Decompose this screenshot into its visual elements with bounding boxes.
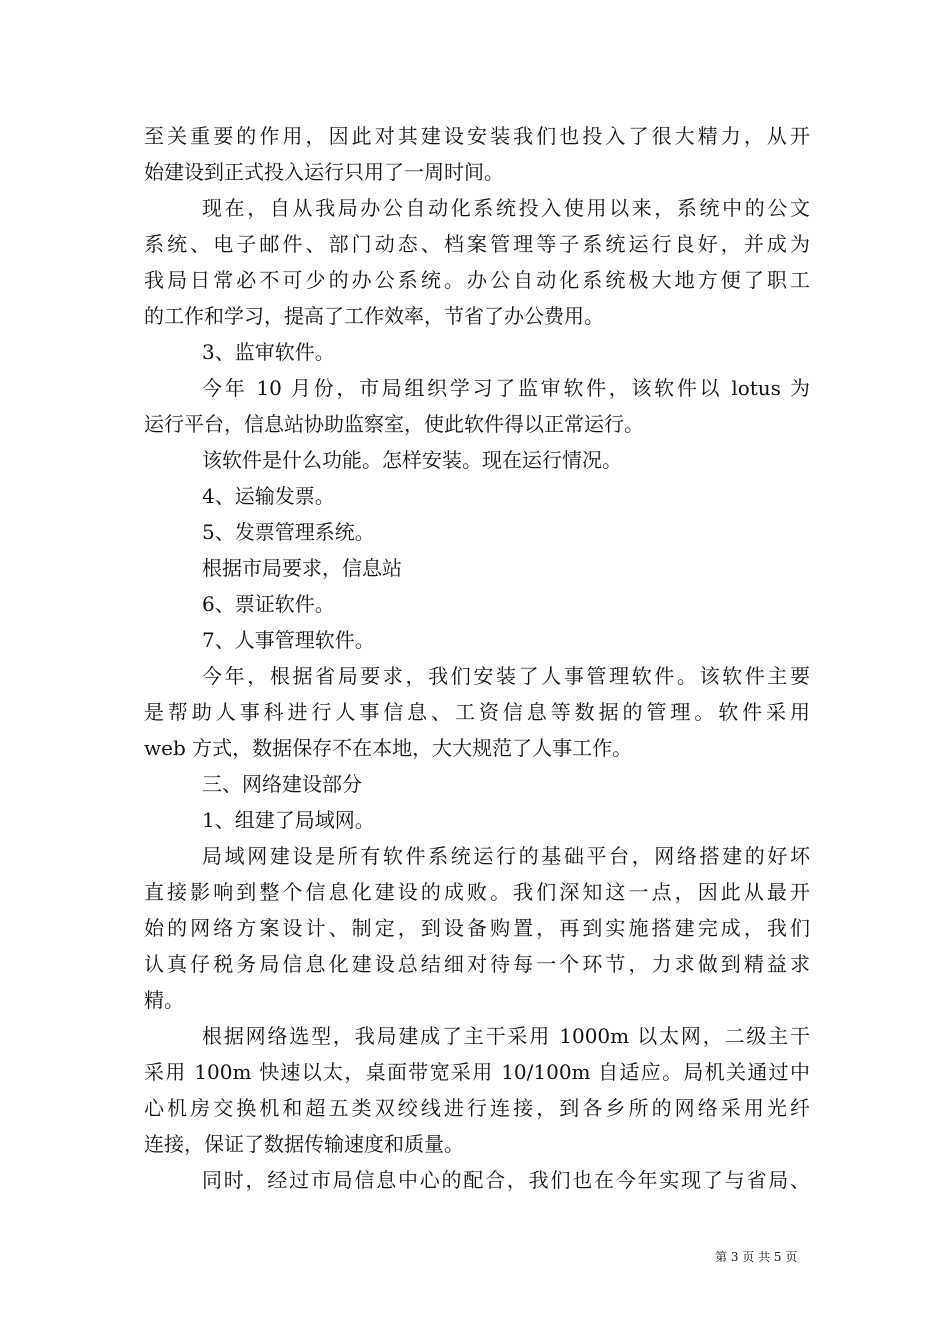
body-text xyxy=(144,118,810,1198)
text-line: 3、监审软件。 xyxy=(202,340,335,364)
text-line: 的工作和学习，提高了工作效率，节省了办公费用。 xyxy=(144,304,604,328)
text-line: 6、票证软件。 xyxy=(202,592,335,616)
page-number: 第 3 页 共 5 页 xyxy=(715,1250,798,1264)
section-heading: 三、网络建设部分 xyxy=(202,772,362,796)
text-line: 是帮助人事科进行人事信息、工资信息等数据的管理。软件采用 xyxy=(144,700,810,724)
text-line: 根据市局要求，信息站 xyxy=(202,556,402,580)
text-line: 认真仔税务局信息化建设总结细对待每一个环节，力求做到精益求 xyxy=(144,952,810,976)
text-line: 局域网建设是所有软件系统运行的基础平台，网络搭建的好坏 xyxy=(202,844,810,868)
text-line: 直接影响到整个信息化建设的成败。我们深知这一点，因此从最开 xyxy=(144,880,810,904)
text-line: 今年，根据省局要求，我们安装了人事管理软件。该软件主要 xyxy=(202,664,810,688)
text-line: 采用 100m 快速以太，桌面带宽采用 10/100m 自适应。局机关通过中 xyxy=(144,1060,810,1084)
text-line: 今年 10 月份，市局组织学习了监审软件，该软件以 lotus 为 xyxy=(202,376,810,400)
text-line: 始的网络方案设计、制定，到设备购置，再到实施搭建完成，我们 xyxy=(144,916,810,940)
text-line: 1、组建了局域网。 xyxy=(202,808,375,832)
text-line: 7、人事管理软件。 xyxy=(202,628,375,652)
text-line: 该软件是什么功能。怎样安装。现在运行情况。 xyxy=(202,448,622,472)
text-line: 4、运输发票。 xyxy=(202,484,335,508)
text-line: 至关重要的作用，因此对其建设安装我们也投入了很大精力，从开 xyxy=(144,124,810,148)
text-line: 心机房交换机和超五类双绞线进行连接，到各乡所的网络采用光纤 xyxy=(144,1096,810,1120)
text-line: 同时，经过市局信息中心的配合，我们也在今年实现了与省局、 xyxy=(202,1168,810,1192)
text-line: 根据网络选型，我局建成了主干采用 1000m 以太网，二级主干 xyxy=(202,1024,810,1048)
text-line: 系统、电子邮件、部门动态、档案管理等子系统运行良好，并成为 xyxy=(144,232,810,256)
text-line: 始建设到正式投入运行只用了一周时间。 xyxy=(144,160,504,184)
text-line: 我局日常必不可少的办公系统。办公自动化系统极大地方便了职工 xyxy=(144,268,810,292)
text-line: 现在，自从我局办公自动化系统投入使用以来，系统中的公文 xyxy=(202,196,810,220)
text-line: 连接，保证了数据传输速度和质量。 xyxy=(144,1132,464,1156)
text-line: web 方式，数据保存不在本地，大大规范了人事工作。 xyxy=(144,736,633,760)
text-line: 精。 xyxy=(144,988,184,1012)
text-line: 运行平台，信息站协助监察室，使此软件得以正常运行。 xyxy=(144,412,644,436)
text-line: 5、发票管理系统。 xyxy=(202,520,375,544)
